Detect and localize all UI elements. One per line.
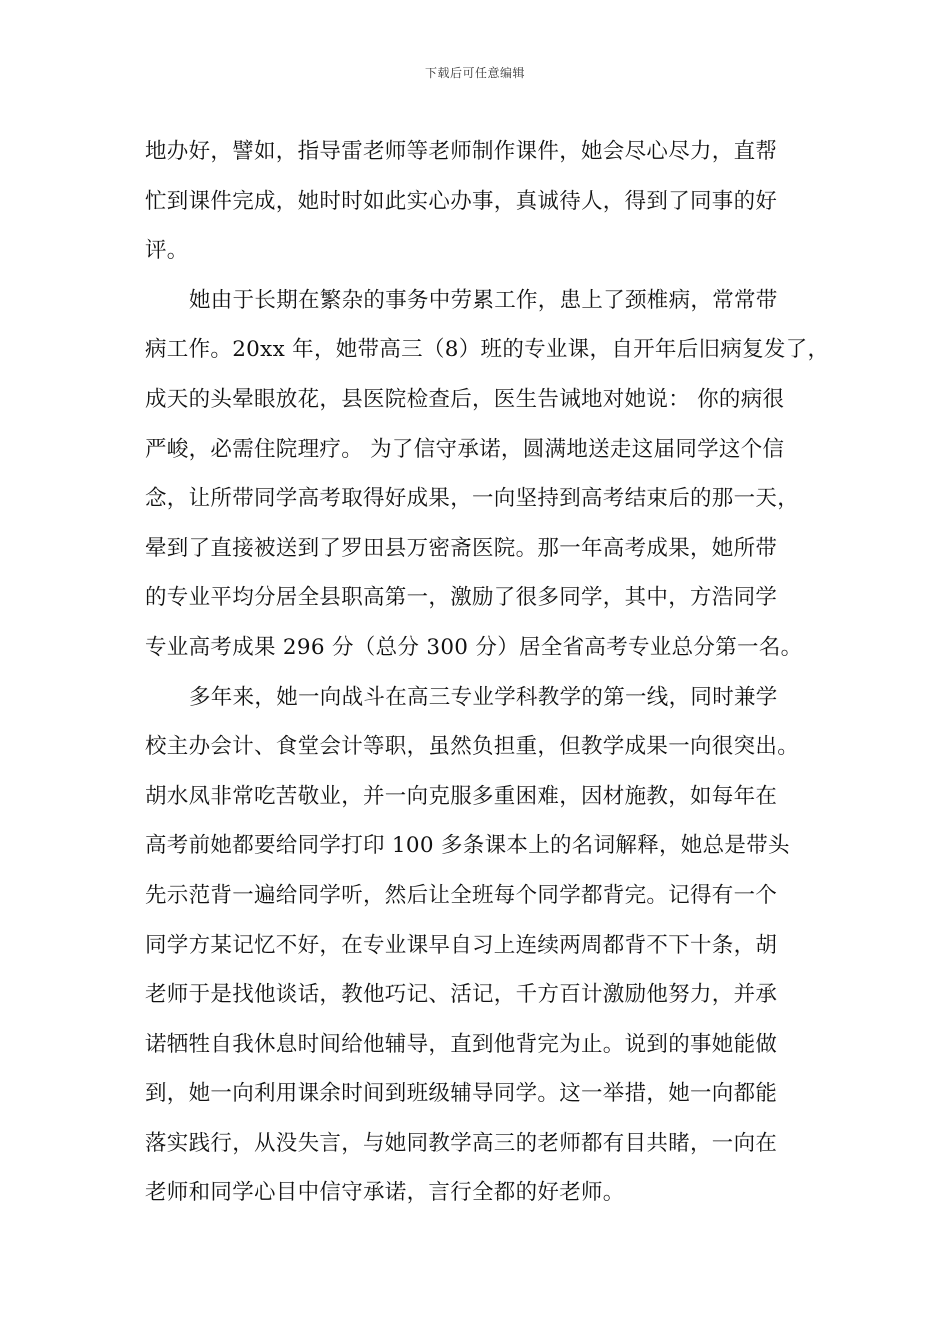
text-line: 高考前她都要给同学打印 100 多条课本上的名词解释，她总是带头 [145, 833, 790, 859]
text-line: 同学方某记忆不好，在专业课早自习上连续两周都背不下十条，胡 [145, 932, 778, 958]
text-line: 专业高考成果 296 分（总分 300 分）居全省高考专业总分第一名。 [145, 634, 803, 660]
page-header: 下载后可任意编辑 [424, 66, 525, 80]
text-line: 地办好，譬如，指导雷老师等老师制作课件，她会尽心尽力，直帮 [145, 139, 778, 164]
text-line: 晕到了直接被送到了罗田县万密斋医院。那一年高考成果，她所带 [145, 535, 778, 561]
text-line: 她由于长期在繁杂的事务中劳累工作，患上了颈椎病，常常带 [189, 287, 778, 313]
text-line: 的专业平均分居全县职高第一，激励了很多同学，其中，方浩同学 [145, 585, 778, 611]
text-line: 病工作。20xx 年，她带高三（8）班的专业课，自开年后旧病复发了， [145, 337, 830, 363]
text-line: 评。 [145, 238, 189, 264]
text-line: 落实践行，从没失言，与她同教学高三的老师都有目共睹，一向在 [145, 1130, 778, 1156]
text-line: 成天的头晕眼放花，县医院检查后，医生告诫地对她说： 你的病很 [145, 386, 785, 412]
text-line: 先示范背一遍给同学听，然后让全班每个同学都背完。记得有一个 [145, 882, 778, 908]
paragraph [145, 276, 830, 673]
text-line: 诺牺牲自我休息时间给他辅导，直到他背完为止。说到的事她能做 [145, 1031, 778, 1057]
body-text [145, 127, 830, 1218]
text-line: 念，让所带同学高考取得好成果，一向坚持到高考结束后的那一天， [145, 486, 800, 512]
text-line: 老师和同学心目中信守承诺，言行全都的好老师。 [145, 1180, 625, 1206]
text-line: 老师于是找他谈话，教他巧记、活记，千方百计激励他努力，并承 [145, 982, 778, 1008]
paragraph [145, 673, 813, 1219]
text-line: 严峻，必需住院理疗。 为了信守承诺，圆满地送走这届同学这个信 [145, 436, 785, 462]
text-line: 校主办会计、食堂会计等职，虽然负担重，但教学成果一向很突出。 [145, 734, 800, 760]
text-line: 胡水凤非常吃苦敬业，并一向克服多重困难，因材施教，如每年在 [145, 783, 778, 809]
paragraph [145, 127, 813, 276]
text-line: 忙到课件完成，她时时如此实心办事，真诚待人，得到了同事的好 [145, 188, 778, 214]
text-line: 多年来，她一向战斗在高三专业学科教学的第一线，同时兼学 [189, 684, 778, 710]
text-line: 到，她一向利用课余时间到班级辅导同学。这一举措，她一向都能 [145, 1081, 778, 1107]
